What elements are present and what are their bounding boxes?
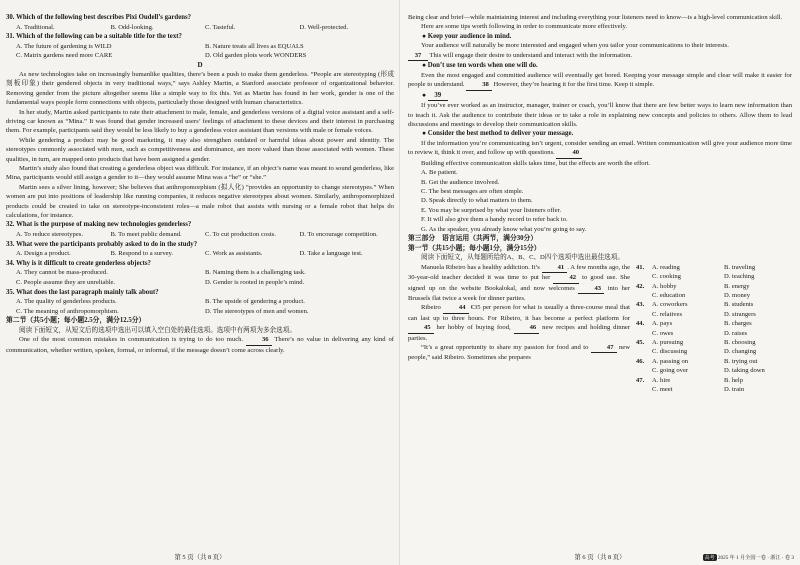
cloze-para-3: “It’s a great opportunity to share my passion for food and to 47 new people,” said Ribeiro. Sometimes she prepares <box>408 343 630 362</box>
page-6 <box>400 0 800 565</box>
q31-options <box>6 42 394 61</box>
passage-para-8: Building effective communication skills takes time, but the effects are worth the effort. <box>421 159 651 167</box>
choice-e: E. You may be surprised by what your listeners offer. <box>421 206 562 214</box>
corner-badge: 高考 <box>704 556 715 561</box>
q33-option-b: B. Respond to a survey. <box>110 250 174 258</box>
tip-heading-1: ● Keep your audience in mind. <box>422 32 512 40</box>
choice-f: F. It will also give them a handy record to refer back to. <box>421 216 568 224</box>
q30-option-d: D. Well-protected. <box>299 23 349 31</box>
passage-d-para-1: As new technologies take on increasingly humanlike qualities, there’s been a push to make them genderless. “People are stereotyping (形成刻板印象) their gendered objects in very traditional ways,” says Ashley Martin, a Stanford associate professor of organizational behavior. Removing gender from the picture altogether seems like a simple way to fix this. Yet as Martin has found in her work, gender is one of the fundamental ways people form connections with objects, particularly those designed with human characteristics. <box>6 70 394 107</box>
blank-41[interactable]: 41 <box>542 263 568 273</box>
q33-option-a: A. Design a product. <box>16 250 71 258</box>
q30-option-a: A. Traditional. <box>16 23 55 31</box>
passage-para-5: Even the most engaged and committed audience will eventually get bored. Keeping your message simple and clear will make it easier for people to understand. 38 However, they’re hearing it for the first time. Keep it simple. <box>408 71 792 91</box>
question-33: 33. What were the participants probably asked to do in the study? <box>6 240 198 248</box>
q35-option-b: B. The upside of gendering a product. <box>205 298 305 306</box>
passage-last-para: One of the most common mistakes in communication is trying to do too much. 36 There’s no value in delivering any kind of communication, whether written, spoken, formal, or informal, if the message doesn’t come across clearly. <box>6 336 395 354</box>
section-1-instructions: 阅读下面短文，从每题所给的A、B、C、D四个选项中选出最佳选项。 <box>421 254 624 262</box>
page-5-footer: 第 5 页（共 8 页） <box>174 554 226 561</box>
cloze-para-2: Ribeiro 44 €35 per person for what is usually a three-course meal that can last up to three hours. For Ribeiro, it has become a perfect platform for 45 her hobby of buying food, 46 new recipes and holding dinner parties. <box>408 304 631 342</box>
passage-d-para-2: In her study, Martin asked participants to rate their attachment to male, female, and genderless versions of a digital voice assistant and a self-driving car known as “Mina.” It was found that gender increased users’ feelings of attachment to these devices and their interest in purchasing them. For example, participants said they would be less likely to buy a genderless voice assistant than versions with male or female voices. <box>6 108 394 135</box>
q32-option-a: A. To reduce stereotypes. <box>16 231 83 239</box>
passage-d-para-5: Martin sees a silver lining, however; She believes that anthropomorphism (拟人化) “provides an opportunity to change stereotypes.” When women are put into positions of leadership like running companies, it reduces negative stereotypes about women. Similarly, anthropomorphized products could be created to take on stereotype-inconsistent roles—a male robot that assists with nursing or a female robot that helps do calculations, for instance. <box>6 183 394 220</box>
q31-option-d: D. Old garden plots work WONDERS <box>205 52 307 60</box>
choice-g: G. As the speaker, you already know what you’re going to say. <box>421 225 587 233</box>
cloze-options <box>636 263 796 395</box>
q33-options <box>6 249 394 259</box>
cloze-option-44: 44. A. pays B. charges C. owes D. raises <box>636 320 752 337</box>
q32-option-b: B. To meet public demand. <box>110 231 182 239</box>
choice-d: D. Speak directly to what matters to them. <box>421 197 533 205</box>
passage-para-1: Being clear and brief—while maintaining interest and including everything your listeners need to know—is a high-level communication skill. <box>408 14 783 21</box>
q33-option-d: D. Take a language test. <box>299 250 363 258</box>
tip-heading-2: ● Don’t use ten words when one will do. <box>422 62 538 70</box>
q33-option-c: C. Work as assistants. <box>205 250 263 258</box>
choice-b: B. Get the audience involved. <box>421 178 500 186</box>
blank-38[interactable]: 38 <box>466 80 492 90</box>
q34-option-c: C. People assume they are unreliable. <box>16 279 116 287</box>
cloze-option-45: 45. A. pursuing B. choosing C. discussing D. changing <box>636 338 757 356</box>
question-30: 30. Which of the following best describes Pixi Oudell’s gardens? <box>6 14 192 21</box>
choice-a: A. Be patient. <box>421 169 458 177</box>
q34-options <box>6 268 394 287</box>
cloze-option-42: 42. A. hobby B. energy C. education D. money <box>636 282 751 299</box>
cloze-para-1: Manuela Ribeiro has a healthy addiction. It’s 41 . A few months ago, the 30-year-old teacher decided it was time to put her 42 to good use. She signed up on the website Bookalokal, and now welcomes 43 into her Brussels flat twice a week for dinner parties. <box>408 263 631 302</box>
passage-d-para-3: While gendering a product may be good marketing, it may also strengthen outdated or harmful ideas about power and identity. The stereotypes commonly associated with men, such as competitiveness and dominance, are more valued than those associated with women. These qualities, in turn, are mapped onto products that have been assigned a gender. <box>6 136 394 163</box>
blank-45[interactable]: 45 <box>408 323 434 333</box>
q35-option-d: D. The stereotypes of men and women. <box>205 307 309 315</box>
q31-option-b: B. Nature treats all lives as EQUALS <box>205 42 304 50</box>
passage-para-3: Your audience will naturally be more interested and engaged when you tailor your communications to their interests. <box>421 42 729 50</box>
passage-para-2: Here are some tips worth following in order to communicate more effectively. <box>421 23 627 31</box>
question-34: 34. Why is it difficult to create genderless objects? <box>6 259 151 267</box>
cloze-option-47: 47. A. hire B. help C. meet D. train <box>636 376 745 393</box>
tip-heading-3: ● 39 <box>408 91 792 102</box>
blank-47[interactable]: 47 <box>591 343 617 353</box>
page-6-footer: 第 6 页（共 8 页） <box>574 554 626 561</box>
q31-option-a: A. The future of gardening is WILD <box>16 42 112 50</box>
choice-c: C. The best messages are often simple. <box>421 188 524 196</box>
blank-42[interactable]: 42 <box>553 273 579 283</box>
section-1-title: 第一节（共15小题；每小题1分，满分15分） <box>408 244 541 252</box>
q32-option-c: C. To cut production costs. <box>205 231 276 239</box>
q31-option-c: C. Matrix gardens need more CARE <box>16 52 113 60</box>
section-2-instructions: 阅读下面短文，从短文后的选项中选出可以填入空白处的最佳选项。选项中有两项为多余选项。 <box>19 327 296 334</box>
corner-label: 高考 2025 年 1 月全国一卷 · 浙江 · 卷 3 <box>704 555 794 561</box>
passage-para-6: If you’ve ever worked as an instructor, manager, trainer or coach, you’ll know that there are few better ways to learn new information than to teach it. Ask the audience to contribute their ideas or to take a role in explaining new concepts and policies to others. Allow them to lead discussions and meetings to develop their communication skills. <box>408 102 792 129</box>
passage-para-7: If the information you’re communicating isn’t urgent, consider sending an email. Written communication will give your audience more time to review it, think it over, and follow up with questions. 40 <box>408 139 792 159</box>
q34-option-d: D. Gender is rooted in people’s mind. <box>205 279 305 287</box>
blank-36[interactable]: 36 <box>246 335 272 345</box>
blank-43[interactable]: 43 <box>578 284 604 294</box>
part-3-title: 第三部分 语言运用（共两节，满分30分） <box>408 235 538 243</box>
blank-46[interactable]: 46 <box>514 323 540 333</box>
blank-44[interactable]: 44 <box>443 303 469 313</box>
q34-option-a: A. They cannot be mass-produced. <box>16 269 108 277</box>
passage-para-4: 37 This will engage their desire to understand and interact with the information. <box>408 51 792 61</box>
q30-options <box>6 23 394 33</box>
cloze-option-46: 46. A. passing on B. trying out C. going over D. taking down <box>636 357 765 375</box>
q30-option-c: C. Tasteful. <box>205 23 236 31</box>
q35-option-a: A. The quality of genderless products. <box>16 298 117 306</box>
passage-letter-d: D <box>197 60 203 69</box>
choice-list <box>408 168 792 234</box>
question-31: 31. Which of the following can be a suitable title for the text? <box>6 33 182 41</box>
cloze-passage <box>408 263 630 363</box>
blank-40[interactable]: 40 <box>556 148 582 158</box>
q35-options <box>6 297 394 316</box>
blank-37[interactable]: 37 <box>408 51 428 61</box>
blank-39[interactable]: 39 <box>428 91 448 102</box>
q32-option-d: D. To encourage competition. <box>299 231 378 239</box>
section-2-title: 第二节（共5小题；每小题2.5分，满分12.5分） <box>6 317 146 325</box>
question-32: 32. What is the purpose of making new technologies genderless? <box>6 221 192 229</box>
tip-heading-4: ● Consider the best method to deliver your message. <box>422 130 574 138</box>
cloze-area <box>408 263 792 393</box>
cloze-option-41: 41. A. reading B. traveling C. cooking D. teaching <box>636 263 756 281</box>
question-35: 35. What does the last paragraph mainly talk about? <box>6 288 159 296</box>
q34-option-b: B. Naming them is a challenging task. <box>205 269 306 277</box>
q32-options <box>6 230 394 240</box>
cloze-option-43: 43. A. coworkers B. students C. relatives D. strangers <box>636 301 756 318</box>
q30-option-b: B. Odd-looking. <box>110 23 154 31</box>
q35-option-c: C. The meaning of anthropomorphism. <box>16 307 119 315</box>
passage-d-para-4: Martin’s study also found that creating a genderless object was difficult. For instance, if an object’s name was meant to sound genderless, like Mina, participants would still assign a gender to it—they would assume Mina was a “he” or “she.” <box>6 165 394 182</box>
